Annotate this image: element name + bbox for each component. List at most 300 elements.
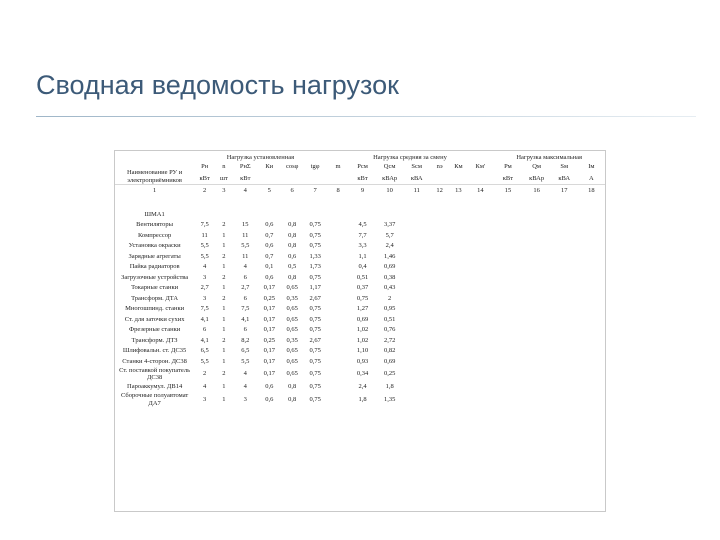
table-cell [450, 241, 468, 252]
table-row [115, 382, 605, 393]
table-cell [327, 283, 350, 294]
table-cell: 0,17 [263, 370, 275, 378]
row-name-cell: Зарядные агрегаты [128, 252, 181, 260]
header-unit: кВА [410, 174, 423, 182]
table-cell: 1,33 [309, 252, 321, 260]
table-cell: 2,7 [241, 284, 250, 291]
table-cell: 0,75 [309, 273, 321, 281]
table-cell: 1,02 [356, 326, 369, 333]
table-cell: 3,3 [358, 242, 367, 249]
table-cell [327, 241, 350, 252]
table-cell [467, 304, 493, 315]
table-cell [551, 346, 578, 357]
table-cell [578, 325, 605, 336]
table-cell [578, 230, 605, 241]
table-cell [467, 392, 493, 407]
table-cell [467, 314, 493, 325]
table-cell [327, 272, 350, 283]
table-row [115, 293, 605, 304]
row-name-cell: Компрессор [137, 231, 172, 239]
table-cell: 0,8 [288, 231, 297, 239]
table-cell: 0,6 [265, 221, 274, 228]
table-cell [523, 304, 551, 315]
table-row [115, 314, 605, 325]
table-cell [430, 220, 450, 231]
table-cell: 5,5 [200, 252, 209, 260]
table-cell [233, 209, 258, 220]
table-cell [430, 346, 450, 357]
row-name-cell: Ст. поставкой покупатель ДС38 [119, 366, 191, 381]
table-cell [523, 230, 551, 241]
table-cell [450, 314, 468, 325]
table-cell: 1,17 [309, 284, 321, 291]
table-cell: 7,5 [241, 305, 250, 312]
table-cell [404, 304, 430, 315]
table-cell: 1 [222, 357, 226, 365]
table-cell [551, 241, 578, 252]
header-unit: кВАр [382, 174, 398, 182]
column-number: 12 [430, 185, 450, 210]
column-number: 5 [258, 185, 281, 210]
table-cell [430, 325, 450, 336]
header-parameter: Iм [588, 163, 595, 171]
table-row [115, 272, 605, 283]
table-cell: 1,35 [383, 395, 396, 403]
table-cell [493, 314, 522, 325]
table-cell [551, 230, 578, 241]
header-unit [430, 173, 450, 185]
table-cell: 0,75 [356, 294, 369, 302]
table-cell [327, 367, 350, 382]
table-cell [578, 293, 605, 304]
table-cell: 6,5 [241, 347, 250, 354]
table-cell: 11 [242, 252, 249, 260]
table-cell [578, 382, 605, 393]
row-name-cell: Пароаккумул. ДВ14 [127, 383, 183, 390]
table-cell [551, 209, 578, 220]
table-cell: 0,25 [383, 370, 396, 378]
table-row [115, 356, 605, 367]
table-cell [551, 220, 578, 231]
header-parameter: Sм [560, 163, 569, 171]
table-cell [523, 392, 551, 407]
table-cell: 2,67 [309, 336, 321, 344]
table-cell: 0,25 [263, 336, 275, 344]
table-cell: 0,6 [265, 383, 274, 390]
header-unit: шт [219, 174, 228, 182]
table-cell: 1,8 [358, 395, 367, 403]
table-cell [467, 272, 493, 283]
table-cell [194, 209, 215, 220]
table-cell: 0,8 [288, 395, 297, 403]
row-name-cell: Пайка радиаторов [129, 263, 180, 270]
header-unit: кВт [502, 174, 514, 182]
table-cell [578, 251, 605, 262]
column-number: 3 [215, 185, 233, 210]
table-cell: 0,65 [286, 347, 298, 354]
table-cell: 0,65 [286, 315, 298, 323]
table-cell: 3,37 [383, 221, 396, 228]
table-cell: 2 [222, 370, 226, 378]
table-cell: 0,6 [265, 395, 274, 403]
table-cell [467, 382, 493, 393]
table-cell: 0,8 [288, 242, 297, 249]
table-cell [578, 283, 605, 294]
table-cell [450, 335, 468, 346]
title-underline [36, 116, 696, 117]
table-cell: 0,17 [263, 284, 275, 291]
table-cell [304, 209, 327, 220]
table-cell: 1 [222, 347, 226, 354]
load-summary-table [115, 151, 605, 407]
table-cell [523, 251, 551, 262]
table-cell: 0,1 [265, 263, 274, 270]
table-cell: 1,46 [383, 252, 396, 260]
table-cell [551, 262, 578, 273]
column-number: 15 [493, 185, 522, 210]
header-unit: кВА [558, 174, 571, 182]
table-cell [404, 230, 430, 241]
table-cell [327, 293, 350, 304]
table-cell: 6 [243, 294, 247, 302]
table-cell [551, 272, 578, 283]
table-cell: 4,1 [200, 336, 209, 344]
table-cell [493, 335, 522, 346]
column-number: 13 [450, 185, 468, 210]
header-parameter: n [222, 163, 226, 171]
table-cell [376, 209, 404, 220]
table-cell [467, 251, 493, 262]
table-cell [450, 262, 468, 273]
table-cell: 0,93 [356, 357, 369, 365]
table-cell [493, 272, 522, 283]
table-cell: 1 [222, 315, 226, 323]
table-cell [327, 209, 350, 220]
table-cell [350, 209, 376, 220]
table-cell [523, 209, 551, 220]
table-cell: 0,17 [263, 326, 275, 333]
table-cell: 5,5 [241, 242, 250, 249]
table-cell [327, 325, 350, 336]
header-parameter: nэ [436, 163, 443, 171]
table-cell [493, 367, 522, 382]
table-cell: 4 [243, 263, 247, 270]
row-name-cell: Установка окраски [128, 242, 181, 249]
table-cell: 1 [222, 395, 226, 403]
table-cell [493, 392, 522, 407]
header-parameter: Pм [504, 163, 512, 171]
table-cell: 0,34 [356, 370, 369, 378]
table-cell [404, 262, 430, 273]
table-cell: 0,6 [265, 273, 274, 281]
table-cell [493, 382, 522, 393]
table-cell [404, 346, 430, 357]
table-cell [327, 392, 350, 407]
table-cell [578, 356, 605, 367]
table-cell: 0,75 [309, 347, 321, 354]
table-cell [578, 272, 605, 283]
table-cell: 2 [222, 252, 226, 260]
table-cell: 2 [203, 370, 207, 378]
table-cell [467, 220, 493, 231]
table-cell: 0,75 [309, 315, 321, 323]
table-cell [523, 325, 551, 336]
table-cell: 6 [243, 273, 247, 281]
table-cell [578, 314, 605, 325]
table-cell: 0,75 [309, 305, 321, 312]
table-cell: 0,35 [286, 336, 298, 344]
table-cell: 2,4 [385, 242, 394, 249]
table-cell: 0,51 [356, 273, 369, 281]
column-number: 7 [304, 185, 327, 210]
table-cell [450, 392, 468, 407]
table-cell: 0,17 [263, 315, 275, 323]
table-cell: 0,17 [263, 347, 275, 354]
row-name-cell: Станки 4-сторон. ДС38 [122, 357, 187, 365]
table-body [115, 185, 605, 408]
table-cell [404, 392, 430, 407]
row-name-cell: Трансформ. ДТА [131, 294, 179, 302]
table-cell: 0,75 [309, 231, 321, 239]
table-cell [467, 230, 493, 241]
table-cell [578, 209, 605, 220]
table-cell [404, 382, 430, 393]
table-cell [551, 293, 578, 304]
table-cell [493, 209, 522, 220]
row-name-cell: Многошпинд. станки [125, 305, 185, 312]
table-cell [523, 272, 551, 283]
table-cell [450, 325, 468, 336]
table-cell [450, 272, 468, 283]
table-cell: 4,1 [241, 315, 250, 323]
table-cell [327, 382, 350, 393]
table-cell: 0,5 [288, 263, 297, 270]
table-cell [467, 209, 493, 220]
table-row [115, 367, 605, 382]
table-cell: 5,5 [200, 242, 209, 249]
table-cell: 2,67 [309, 294, 321, 302]
table-cell [523, 314, 551, 325]
row-name-cell: Сборочные полуавтомат ДА7 [120, 392, 189, 407]
table-cell [493, 220, 522, 231]
header-parameter: Pн [201, 163, 209, 171]
table-cell: 1 [222, 383, 226, 390]
table-cell: 0,65 [286, 357, 298, 365]
table-cell: 1 [222, 284, 226, 291]
header-parameter: Км' [475, 163, 486, 171]
table-cell [493, 346, 522, 357]
table-cell [327, 220, 350, 231]
table-cell: 1,27 [356, 305, 369, 312]
table-cell: 4 [243, 383, 247, 390]
table-cell [551, 382, 578, 393]
table-cell [430, 367, 450, 382]
table-cell: 7,7 [358, 231, 367, 239]
table-cell [450, 293, 468, 304]
column-number: 2 [194, 185, 215, 210]
table-cell [523, 335, 551, 346]
table-cell [551, 314, 578, 325]
table-cell [404, 220, 430, 231]
table-row [115, 241, 605, 252]
table-cell [450, 356, 468, 367]
table-cell [450, 209, 468, 220]
table-cell: 2,7 [200, 284, 209, 291]
table-cell [430, 272, 450, 283]
row-name-cell: Шлифовальн. ст. ДС35 [122, 347, 187, 354]
table-cell: 2 [222, 336, 226, 344]
table-cell: 3 [203, 273, 207, 281]
table-cell: 0,82 [383, 347, 396, 354]
table-cell [523, 241, 551, 252]
table-cell [467, 241, 493, 252]
table-cell: 1,8 [385, 383, 394, 390]
table-cell: 0,6 [288, 252, 297, 260]
row-name-cell: Фрезерные станки [129, 326, 181, 333]
table-cell [404, 209, 430, 220]
table-cell [551, 335, 578, 346]
table-cell: 0,8 [288, 383, 297, 390]
table-cell: 3 [203, 395, 207, 403]
table-cell [551, 367, 578, 382]
table-cell [467, 335, 493, 346]
table-cell [467, 325, 493, 336]
table-cell: 7,5 [200, 305, 209, 312]
table-cell: 2 [222, 221, 226, 228]
table-cell [578, 262, 605, 273]
header-parameter: PнΣ [239, 163, 251, 171]
table-cell [450, 230, 468, 241]
table-cell: 0,75 [309, 395, 321, 403]
table-cell: 0,95 [383, 305, 396, 312]
table-cell [523, 220, 551, 231]
table-cell [430, 230, 450, 241]
header-unit [281, 173, 304, 185]
table-cell [523, 346, 551, 357]
table-cell: 6 [203, 326, 207, 333]
table-row [115, 346, 605, 357]
table-cell [551, 325, 578, 336]
table-cell [404, 293, 430, 304]
header-group-installed: Нагрузка установленная [226, 153, 295, 161]
table-cell [430, 293, 450, 304]
table-cell [450, 382, 468, 393]
table-cell: 0,7 [265, 252, 274, 260]
table-cell: 1 [222, 231, 226, 239]
table-cell [551, 304, 578, 315]
table-cell: 5,5 [200, 357, 209, 365]
table-cell [523, 283, 551, 294]
table-cell [523, 293, 551, 304]
table-cell [467, 367, 493, 382]
row-name-cell: ШМА1 [144, 210, 165, 218]
table-row [115, 392, 605, 407]
table-cell [430, 335, 450, 346]
table-cell: 4 [243, 370, 247, 378]
table-cell [551, 392, 578, 407]
row-name-cell: Трансформ. ДТЗ [131, 336, 178, 344]
table-cell [430, 209, 450, 220]
table-cell [327, 346, 350, 357]
table-cell: 0,4 [358, 263, 367, 270]
table-cell [551, 251, 578, 262]
header-unit: А [589, 174, 594, 182]
table-cell: 1,10 [356, 347, 369, 354]
column-number: 1 [115, 185, 194, 210]
table-cell [404, 367, 430, 382]
table-cell [523, 382, 551, 393]
table-row [115, 283, 605, 294]
header-parameter: Qсм [383, 163, 396, 171]
table-cell [467, 346, 493, 357]
table-cell [404, 251, 430, 262]
column-number: 14 [467, 185, 493, 210]
table-cell: 2 [222, 273, 226, 281]
table-cell [493, 304, 522, 315]
table-cell: 1,73 [309, 263, 321, 270]
header-group-shift: Нагрузка средняя за смену [373, 153, 447, 161]
table-cell [404, 335, 430, 346]
column-number: 17 [551, 185, 578, 210]
table-cell: 0,76 [383, 326, 396, 333]
table-cell [578, 392, 605, 407]
header-parameter: Qм [532, 163, 541, 171]
table-cell: 5,7 [385, 231, 394, 239]
table-cell [523, 367, 551, 382]
table-cell: 1 [222, 305, 226, 312]
table-row [115, 209, 605, 220]
table-cell [493, 251, 522, 262]
table-cell [430, 283, 450, 294]
table-cell: 0,8 [288, 273, 297, 281]
table-cell [430, 382, 450, 393]
row-name-cell: Загрузочные устройства [121, 273, 189, 281]
table-cell [450, 220, 468, 231]
table-cell [430, 304, 450, 315]
header-parameter: Pсм [357, 163, 368, 171]
table-cell [430, 251, 450, 262]
table-cell: 4,1 [200, 315, 209, 323]
table-cell [327, 262, 350, 273]
table-cell: 0,6 [265, 242, 274, 249]
table-cell: 7,5 [200, 221, 209, 228]
table-cell [327, 251, 350, 262]
table-cell: 0,38 [383, 273, 396, 281]
table-cell [430, 356, 450, 367]
table-cell [404, 241, 430, 252]
table-row [115, 220, 605, 231]
column-number: 6 [281, 185, 304, 210]
table-cell: 2 [222, 294, 226, 302]
header-unit: кВт [199, 174, 210, 182]
table-cell: 0,75 [309, 357, 321, 365]
header-unit [258, 173, 281, 185]
table-cell [578, 304, 605, 315]
table-cell: 1,02 [356, 336, 369, 344]
column-number: 10 [376, 185, 404, 210]
table-cell [327, 356, 350, 367]
table-cell [215, 209, 233, 220]
header-parameter: cosφ [285, 163, 299, 171]
column-number: 4 [233, 185, 258, 210]
table-cell: 0,69 [383, 357, 396, 365]
table-cell [327, 230, 350, 241]
column-number: 11 [404, 185, 430, 210]
table-cell [493, 241, 522, 252]
table-cell: 1 [222, 326, 226, 333]
table-cell [578, 335, 605, 346]
table-cell: 3 [203, 294, 207, 302]
